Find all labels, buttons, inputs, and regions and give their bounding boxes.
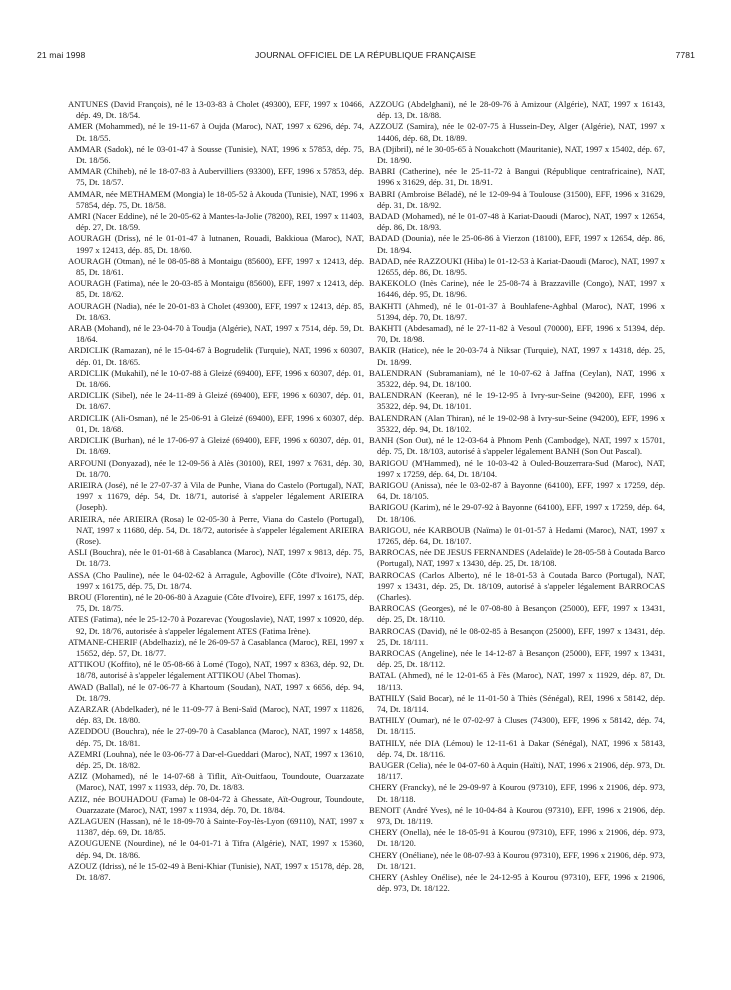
naturalization-entry: ARDICLIK (Ali-Osman), né le 25-06-91 à Gleizé (69400), EFF, 1996 x 60307, dép. 01, Dt. 18/68. [68, 412, 364, 434]
naturalization-entry: AMRI (Nacer Eddine), né le 20-05-62 à Mantes-la-Jolie (78200), REI, 1997 x 11403, dép. 27, Dt. 18/59. [68, 211, 364, 233]
naturalization-entry: BADAD (Mohamed), né le 01-07-48 à Kariat-Daoudi (Maroc), NAT, 1997 x 12654, dép. 86, Dt. 18/93. [369, 211, 665, 233]
naturalization-entry: ARIEIRA, née ARIEIRA (Rosa) le 02-05-30 à Perre, Viana do Castelo (Portugal), NAT, 1997 x 11680, dép. 54, Dt. 18/72, autorisée à s'appeler légalement ARIEIRA (Rose). [68, 513, 364, 546]
left-column [68, 99, 364, 883]
naturalization-entry: ASSA (Cho Pauline), née le 04-02-62 à Arragule, Agboville (Côte d'Ivoire), NAT, 1997 x 16175, dép. 75, Dt. 18/74. [68, 569, 364, 591]
naturalization-entry: BENOIT (André Yves), né le 10-04-84 à Kourou (97310), EFF, 1996 x 21906, dép. 973, Dt. 18/119. [369, 804, 665, 826]
naturalization-entry: BALENDRAN (Keeran), né le 19-12-95 à Ivry-sur-Seine (94200), EFF, 1996 x 35322, dép. 94, Dt. 18/101. [369, 390, 665, 412]
naturalization-entry: BAKHTI (Abdesamad), né le 27-11-82 à Vesoul (70000), EFF, 1996 x 51394, dép. 70, Dt. 18/98. [369, 323, 665, 345]
naturalization-entry: BALENDRAN (Alan Thiran), né le 19-02-98 à Ivry-sur-Seine (94200), EFF, 1996 x 35322, dép. 94, Dt. 18/102. [369, 412, 665, 434]
naturalization-entry: BARROCAS, née DE JESUS FERNANDES (Adelaïde) le 28-05-58 à Coutada Barco (Portugal), NAT, 1997 x 13430, dép. 25, Dt. 18/108. [369, 547, 665, 569]
naturalization-entry: AZOUGUENE (Nourdine), né le 04-01-71 à Tifra (Algérie), NAT, 1997 x 15360, dép. 94, Dt. 18/86. [68, 838, 364, 860]
naturalization-entry: AZOUZ (Idriss), né le 15-02-49 à Beni-Khiar (Tunisie), NAT, 1997 x 15178, dép. 28, Dt. 18/87. [68, 860, 364, 883]
naturalization-entry: ARDICLIK (Sibel), née le 24-11-89 à Gleizé (69400), EFF, 1996 x 60307, dép. 01, Dt. 18/67. [68, 390, 364, 412]
naturalization-entry: BARROCAS (Carlos Alberto), né le 18-01-53 à Coutada Barco (Portugal), NAT, 1997 x 13431, dép. 25, Dt. 18/109, autorisé à s'appeler légalement BARROCAS (Charles). [369, 569, 665, 602]
naturalization-entry: BABRI (Catherine), née le 25-11-72 à Bangui (République centrafricaine), NAT, 1996 x 31629, dép. 31, Dt. 18/91. [369, 166, 665, 188]
naturalization-entry: BATAL (Ahmed), né le 12-01-65 à Fès (Maroc), NAT, 1997 x 11929, dép. 87, Dt. 18/113. [369, 670, 665, 692]
naturalization-entry: AMER (Mohammed), né le 19-11-67 à Oujda (Maroc), NAT, 1997 x 6296, dép. 74, Dt. 18/55. [68, 121, 364, 143]
header-title: JOURNAL OFFICIEL DE LA RÉPUBLIQUE FRANÇAISE [255, 50, 476, 60]
naturalization-entry: BATHILY, née DIA (Lémou) le 12-11-61 à Dakar (Sénégal), NAT, 1996 x 58143, dép. 74, Dt. 18/116. [369, 737, 665, 759]
naturalization-entry: AOURAGH (Nadia), née le 20-01-83 à Cholet (49300), EFF, 1997 x 12413, dép. 85, Dt. 18/63. [68, 300, 364, 322]
naturalization-entry: BABRI (Ambroise Béladé), né le 12-09-94 à Toulouse (31500), EFF, 1996 x 31629, dép. 31, Dt. 18/92. [369, 188, 665, 210]
naturalization-entry: BAUGER (Celia), née le 04-07-60 à Aquin (Haïti), NAT, 1996 x 21906, dép. 973, Dt. 18/117. [369, 759, 665, 782]
naturalization-entry: BARROCAS (Georges), né le 07-08-80 à Besançon (25000), EFF, 1997 x 13431, dép. 25, Dt. 18/110. [369, 603, 665, 625]
naturalization-entry: AOURAGH (Fatima), née le 20-03-85 à Montaigu (85600), EFF, 1997 x 12413, dép. 85, Dt. 18/62. [68, 278, 364, 300]
naturalization-entry: BARIGOU (Karim), né le 29-07-92 à Bayonne (64100), EFF, 1997 x 17259, dép. 64, Dt. 18/106. [369, 502, 665, 524]
naturalization-entry: BARIGOU (M'Hammed), né le 10-03-42 à Ouled-Bouzerrara-Sud (Maroc), NAT, 1997 x 17259, dép. 64, Dt. 18/104. [369, 457, 665, 479]
naturalization-entry: AWAD (Ballal), né le 07-06-77 à Khartoum (Soudan), NAT, 1997 x 6656, dép. 94, Dt. 18/79. [68, 681, 364, 703]
header-page-number: 7781 [675, 50, 695, 60]
naturalization-entry: AMMAR (Sadok), né le 03-01-47 à Sousse (Tunisie), NAT, 1996 x 57853, dép. 75, Dt. 18/56. [68, 143, 364, 166]
naturalization-entry: ATMANE-CHERIF (Abdelhaziz), né le 26-09-57 à Casablanca (Maroc), REI, 1997 x 15652, dép. 57, Dt. 18/77. [68, 636, 364, 658]
right-column [369, 99, 665, 894]
naturalization-entry: BARIGOU, née KARBOUB (Naïma) le 01-01-57 à Hedami (Maroc), NAT, 1997 x 17265, dép. 64, Dt. 18/107. [369, 524, 665, 546]
naturalization-entry: ARIEIRA (José), né le 27-07-37 à Vila de Punhe, Viana do Castelo (Portugal), NAT, 1997 x 11679, dép. 54, Dt. 18/71, autorisé à s'appeler légalement ARIEIRA (Joseph). [68, 479, 364, 513]
naturalization-entry: ANTUNES (David François), né le 13-03-83 à Cholet (49300), EFF, 1997 x 10466, dép. 49, Dt. 18/54. [68, 99, 364, 121]
naturalization-entry: ARFOUNI (Donyazad), née le 12-09-56 à Alès (30100), REI, 1997 x 7631, dép. 30, Dt. 18/70. [68, 457, 364, 479]
naturalization-entry: BATHILY (Saïd Bocar), né le 11-01-50 à Thiès (Sénégal), REI, 1996 x 58142, dép. 74, Dt. 18/114. [369, 692, 665, 714]
naturalization-entry: CHERY (Francky), né le 29-09-97 à Kourou (97310), EFF, 1996 x 21906, dép. 973, Dt. 18/118. [369, 782, 665, 804]
naturalization-entry: BADAD (Dounia), née le 25-06-86 à Vierzon (18100), EFF, 1997 x 12654, dép. 86, Dt. 18/94. [369, 233, 665, 255]
naturalization-entry: ARDICLIK (Mukahil), né le 10-07-88 à Gleizé (69400), EFF, 1996 x 60307, dép. 01, Dt. 18/66. [68, 367, 364, 390]
naturalization-entry: AZIZ, née BOUHADOU (Fama) le 08-04-72 à Ghessate, Aït-Ougrour, Toundoute, Ouarzazate (Maroc), NAT, 1997 x 11934, dép. 70, Dt. 18/84. [68, 793, 364, 815]
naturalization-entry: BA (Djibril), né le 30-05-65 à Nouakchott (Mauritanie), NAT, 1997 x 15402, dép. 67, Dt. 18/90. [369, 143, 665, 166]
naturalization-entry: BANH (Son Out), né le 12-03-64 à Phnom Penh (Cambodge), NAT, 1997 x 15701, dép. 75, Dt. 18/103, autorisé à s'appeler légalement BANH (Son Out Pascal). [369, 435, 665, 457]
naturalization-entry: AZIZ (Mohamed), né le 14-07-68 à Tiflit, Aït-Ouitfaou, Toundoute, Ouarzazate (Maroc), NAT, 1997 x 11933, dép. 70, Dt. 18/83. [68, 771, 364, 793]
naturalization-entry: AZLAGUEN (Hassan), né le 18-09-70 à Sainte-Foy-lès-Lyon (69110), NAT, 1997 x 11387, dép. 69, Dt. 18/85. [68, 816, 364, 838]
page-header [0, 50, 731, 66]
naturalization-entry: BALENDRAN (Subramaniam), né le 10-07-62 à Jaffna (Ceylan), NAT, 1996 x 35322, dép. 94, Dt. 18/100. [369, 367, 665, 390]
naturalization-entry: AOURAGH (Otman), né le 08-05-88 à Montaigu (85600), EFF, 1997 x 12413, dép. 85, Dt. 18/61. [68, 255, 364, 278]
naturalization-entry: AZZOUZ (Samira), née le 02-07-75 à Hussein-Dey, Alger (Algérie), NAT, 1997 x 14406, dép. 68, Dt. 18/89. [369, 121, 665, 143]
naturalization-entry: BAKHTI (Ahmed), né le 01-01-37 à Bouhlafene-Aghbal (Maroc), NAT, 1996 x 51394, dép. 70, Dt. 18/97. [369, 300, 665, 322]
naturalization-entry: BARROCAS (Angeline), née le 14-12-87 à Besançon (25000), EFF, 1997 x 13431, dép. 25, Dt. 18/112. [369, 647, 665, 670]
naturalization-entry: CHERY (Onella), née le 18-05-91 à Kourou (97310), EFF, 1996 x 21906, dép. 973, Dt. 18/120. [369, 827, 665, 849]
naturalization-entry: AZZOUG (Abdelghani), né le 28-09-76 à Amizour (Algérie), NAT, 1997 x 16143, dép. 13, Dt. 18/88. [369, 99, 665, 121]
naturalization-entry: BATHILY (Oumar), né le 07-02-97 à Cluses (74300), EFF, 1996 x 58142, dép. 74, Dt. 18/115. [369, 715, 665, 737]
naturalization-entry: BAKIR (Hatice), née le 20-03-74 à Niksar (Turquie), NAT, 1997 x 14318, dép. 25, Dt. 18/99. [369, 345, 665, 367]
naturalization-entry: ATES (Fatima), née le 25-12-70 à Pozarevac (Yougoslavie), NAT, 1997 x 10920, dép. 92, Dt. 18/76, autorisée à s'appeler légalement ATES (Fatima Irène). [68, 614, 364, 636]
header-date: 21 mai 1998 [37, 50, 86, 60]
naturalization-entry: AMMAR, née METHAMEM (Mongia) le 18-05-52 à Akouda (Tunisie), NAT, 1996 x 57854, dép. 75, Dt. 18/58. [68, 188, 364, 210]
naturalization-entry: BARIGOU (Anissa), née le 03-02-87 à Bayonne (64100), EFF, 1997 x 17259, dép. 64, Dt. 18/105. [369, 479, 665, 502]
naturalization-entry: AZEDDOU (Bouchra), née le 27-09-70 à Casablanca (Maroc), NAT, 1997 x 14858, dép. 75, Dt. 18/81. [68, 726, 364, 748]
naturalization-entry: ARDICLIK (Burhan), né le 17-06-97 à Gleizé (69400), EFF, 1996 x 60307, dép. 01, Dt. 18/69. [68, 435, 364, 457]
naturalization-entry: AZEMRI (Louhna), née le 03-06-77 à Dar-el-Gueddari (Maroc), NAT, 1997 x 13610, dép. 25, Dt. 18/82. [68, 748, 364, 770]
naturalization-entry: ATTIKOU (Koffito), né le 05-08-66 à Lomé (Togo), NAT, 1997 x 8363, dép. 92, Dt. 18/78, autorisé à s'appeler légalement ATTIKOU (Abel Thomas). [68, 659, 364, 681]
naturalization-entry: AMMAR (Chiheb), né le 18-07-83 à Aubervilliers (93300), EFF, 1996 x 57853, dép. 75, Dt. 18/57. [68, 166, 364, 188]
naturalization-entry: AOURAGH (Driss), né le 01-01-47 à lutnanen, Rouadi, Bakkioua (Maroc), NAT, 1997 x 12413, dép. 85, Dt. 18/60. [68, 233, 364, 255]
naturalization-entry: BROU (Florentin), né le 20-06-80 à Azaguie (Côte d'Ivoire), EFF, 1997 x 16175, dép. 75, Dt. 18/75. [68, 591, 364, 614]
naturalization-entry: CHERY (Onéliane), née le 08-07-93 à Kourou (97310), EFF, 1996 x 21906, dép. 973, Dt. 18/121. [369, 849, 665, 871]
naturalization-entry: BADAD, née RAZZOUKI (Hiba) le 01-12-53 à Kariat-Daoudi (Maroc), NAT, 1997 x 12655, dép. 86, Dt. 18/95. [369, 255, 665, 278]
naturalization-entry: AZARZAR (Abdelkader), né le 11-09-77 à Beni-Saïd (Maroc), NAT, 1997 x 11826, dép. 83, Dt. 18/80. [68, 703, 364, 726]
naturalization-entry: CHERY (Ashley Onélise), née le 24-12-95 à Kourou (97310), EFF, 1996 x 21906, dép. 973, Dt. 18/122. [369, 872, 665, 894]
naturalization-entry: BARROCAS (David), né le 08-02-85 à Besançon (25000), EFF, 1997 x 13431, dép. 25, Dt. 18/111. [369, 625, 665, 647]
naturalization-entry: ARAB (Mohand), né le 23-04-70 à Toudja (Algérie), NAT, 1997 x 7514, dép. 59, Dt. 18/64. [68, 323, 364, 345]
naturalization-entry: BAKEKOLO (Inès Carine), née le 25-08-74 à Brazzaville (Congo), NAT, 1997 x 16446, dép. 95, Dt. 18/96. [369, 278, 665, 300]
naturalization-entry: ASLI (Bouchra), née le 01-01-68 à Casablanca (Maroc), NAT, 1997 x 9813, dép. 75, Dt. 18/73. [68, 547, 364, 569]
naturalization-entry: ARDICLIK (Ramazan), né le 15-04-67 à Bogrudelik (Turquie), NAT, 1996 x 60307, dép. 01, Dt. 18/65. [68, 345, 364, 367]
